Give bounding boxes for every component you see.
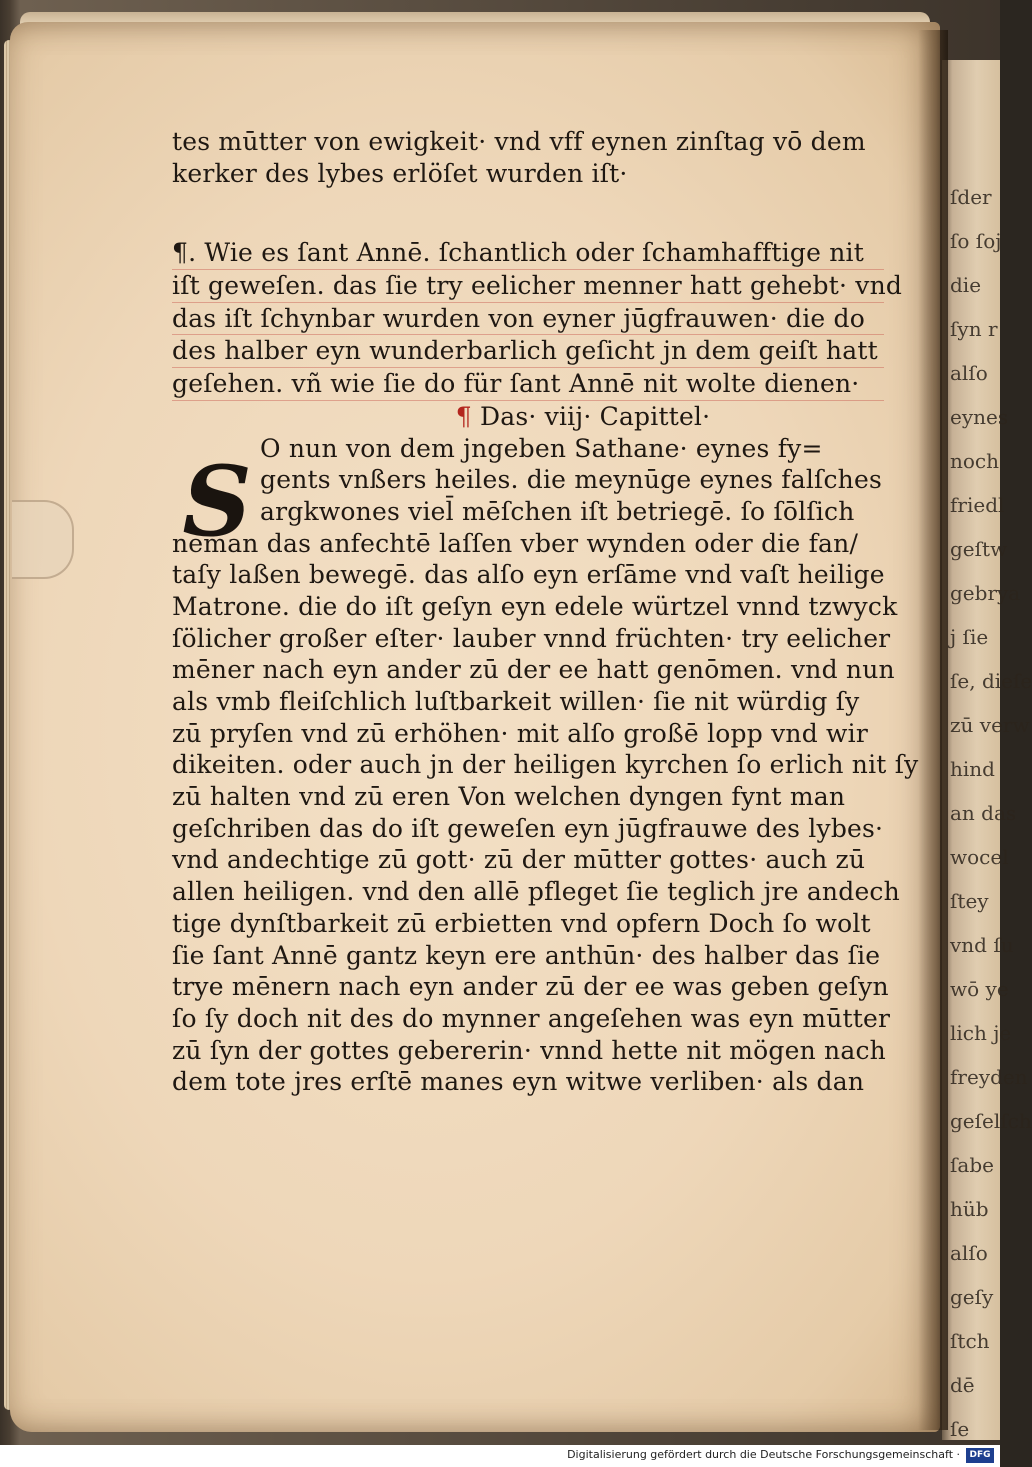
text-line: dikeiten. oder auch jn der heiligen kyrchen ſo erlich nit ſy (172, 750, 919, 780)
next-page-text-fragment: die (950, 273, 982, 297)
text-line: als vmb fleiſchlich luſtbarkeit willen· ſie nit würdig ſy (172, 687, 860, 716)
decorated-initial-letter: S (182, 445, 252, 558)
next-page-text-fragment: geſtw (950, 537, 1008, 561)
dfg-logo: DFG (966, 1448, 994, 1463)
page-gutter (918, 30, 948, 1430)
text-line: O nun von dem jngeben Sathane· eynes fy= (260, 433, 823, 463)
page-text-block (172, 126, 919, 1098)
next-page-text-fragment: ſe, dieſe (950, 669, 1032, 693)
next-page-text-fragment: geſy (950, 1285, 994, 1309)
next-page-text-fragment: ſo ſoj (950, 229, 1002, 253)
text-line: zū ſyn der gottes gebererin· vnnd hette nit mögen nach (172, 1035, 886, 1065)
next-page-text-fragment: alſo (950, 1241, 988, 1265)
heading-line: des halber eyn wunderbarlich geſicht jn dem geiſt hatt (172, 335, 884, 368)
next-page-text-fragment: vnd ſu (950, 933, 1014, 957)
next-page-text-fragment: alſo (950, 361, 988, 385)
text-line: neman das anfechtē laſſen vber wynden oder die fan/ (172, 528, 859, 558)
text-line: ſie ſant Annē gantz keyn ere anthūn· des halber das ſie (172, 940, 881, 970)
heading-line: das iſt ſchynbar wurden von eyner jūgfrauwen· die do (172, 303, 884, 336)
text-line: dem tote jres erſtē manes eyn witwe verliben· als dan (172, 1067, 865, 1097)
next-page-text-fragment: ſtey (950, 889, 989, 913)
text-line: Matrone. die do iſt geſyn eyn edele würtzel vnnd tzwyck (172, 591, 898, 621)
clasp-shadow (12, 500, 74, 579)
next-page-text-fragment: friedl (950, 493, 1005, 517)
next-page-text-fragment: wocel (950, 845, 1009, 869)
next-page-text-fragment: wō ye (950, 977, 1009, 1001)
text-line: ſo ſy doch nit des do mynner angeſehen was eyn mūtter (172, 1003, 891, 1033)
chapter-title: Das· viij· Capittel· (479, 401, 711, 431)
next-page-text-fragment: dē (950, 1373, 975, 1397)
next-page-text-fragment: lich je (950, 1021, 1012, 1045)
next-page-text-fragment: zū verw (950, 713, 1030, 737)
next-page-text-fragment: geſelſch (950, 1109, 1032, 1133)
next-page-text-fragment: ſabe (950, 1153, 994, 1177)
funding-credit: Digitalisierung gefördert durch die Deutsche Forschungsgemeinschaft · (567, 1448, 960, 1461)
text-line: argkwones viel̄ mēſchen iſt betriegē. ſo ſōlſich (260, 496, 855, 526)
text-line: ſölicher großer eſter· lauber vnnd früchten· try eelicher (172, 623, 891, 653)
text-line: zū halten vnd zū eren Von welchen dyngen fynt man (172, 782, 846, 812)
text-line: vnd andechtige zū gott· zū der mūtter gottes· auch zū (172, 845, 866, 875)
next-page-text-fragment: j ſie (950, 625, 989, 649)
heading-line: geſehen. vñ wie ſie do für ſant Annē nit wolte dienen· (172, 368, 884, 401)
text-line: gents vnßers heiles. die meynūge eynes falſches (260, 465, 883, 495)
next-page-edge (942, 60, 1032, 1441)
text-line: kerker des lybes erlöſet wurden iſt· (172, 158, 628, 188)
next-page-text-fragment: ſder (950, 185, 992, 209)
heading-line: iſt geweſen. das ſie try eelicher menner hatt gehebt· vnd (172, 270, 884, 303)
digitization-footer (0, 1445, 1000, 1467)
next-page-text-fragment: gebrya (950, 581, 1021, 605)
text-line: tige dynſtbarkeit zū erbietten vnd opfern Doch ſo wolt (172, 908, 871, 938)
text-line: allen heiligen. vnd den allē pfleget ſie teglich jre andech (172, 877, 900, 907)
heading-line: ¶. Wie es ſant Annē. ſchantlich oder ſchamhafftige nit (172, 237, 884, 270)
text-line: trye mēnern nach eyn ander zū der ee was geben geſyn (172, 972, 889, 1002)
text-line: zū pryſen vnd zū erhöhen· mit alſo großē lopp vnd wir (172, 718, 868, 748)
text-line: geſchriben das do iſt geweſen eyn jūgfrauwe des lybes· (172, 813, 884, 843)
next-page-text-fragment: ſyn r (950, 317, 998, 341)
next-page-text-fragment: noch (950, 449, 1000, 473)
chapter-heading (172, 401, 884, 433)
next-page-text-fragment: eynes (950, 405, 1009, 429)
next-page-text-fragment: hind (950, 757, 995, 781)
chapter-mark: ¶ (455, 401, 472, 431)
next-page-text-fragment: an das (950, 801, 1017, 825)
next-page-text-fragment: freyden (950, 1065, 1028, 1089)
text-line: taſy laßen bewegē. das alſo eyn erſāme vnd vaſt heilige (172, 560, 885, 590)
text-line: mēner nach eyn ander zū der ee hatt genōmen. vnd nun (172, 655, 895, 685)
text-line: tes mūtter von ewigkeit· vnd vff eynen zinſtag vō dem (172, 127, 866, 156)
next-page-text-fragment: ſtch (950, 1329, 990, 1353)
next-page-text-fragment: hüb (950, 1197, 989, 1221)
next-page-text-fragment: ſe (950, 1417, 970, 1441)
